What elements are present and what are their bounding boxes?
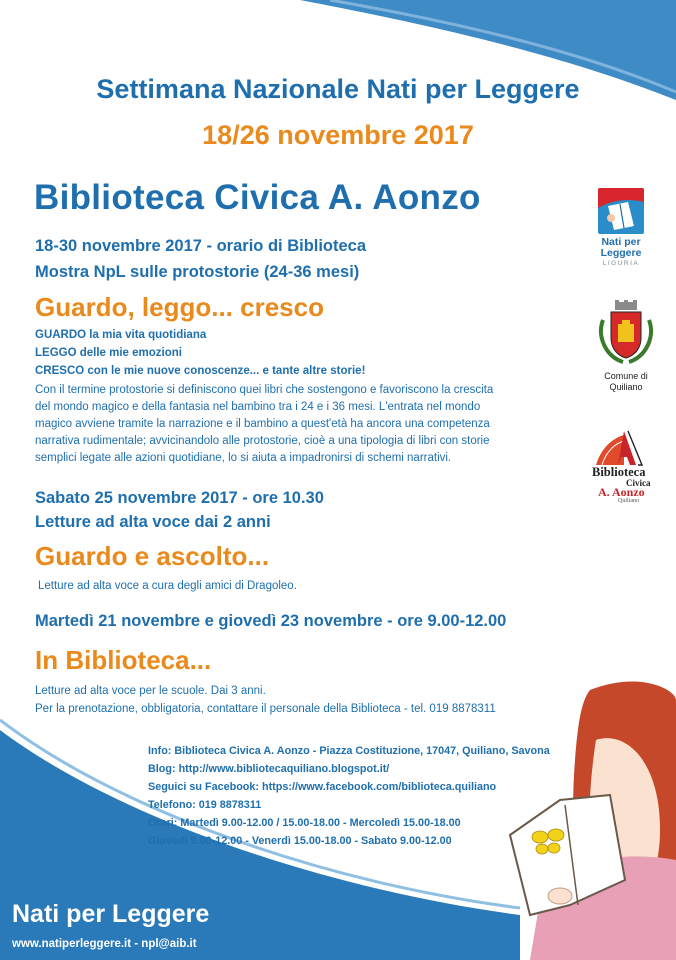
footer-contact: www.natiperleggere.it - npl@aib.it [12,938,197,950]
event2-date: Sabato 25 novembre 2017 - ore 10.30 [35,489,324,507]
dates-end: 26 novembre 2017 [239,120,474,150]
npl-logo-line1: Nati per [601,236,641,248]
event1-bold-line-3: CRESCO con le mie nuove conoscenze... e tante altre storie! [35,365,366,377]
event1-bold-line-1: GUARDO la mia vita quotidiana [35,329,207,341]
library-title: Biblioteca Civica A. Aonzo [34,178,481,217]
event2-description: Letture ad alta voce a cura degli amici di Dragoleo. [38,580,297,592]
bib-logo-line2: Civica [626,478,651,488]
crest-icon [593,300,659,366]
event1-title: Guardo, leggo... cresco [35,292,324,322]
event3-description-1: Letture ad alta voce per le scuole. Dai 3 anni. [35,685,266,697]
event1-paragraph-line-3: magico avviene tramite la narrazione e il bambino a quest'età ha ancora una competenza [35,418,490,430]
bib-logo-line4: Quiliano [618,498,639,504]
open-book-icon [588,425,660,467]
bib-logo-line1: Biblioteca [592,465,646,479]
info-blog: Blog: http://www.bibliotecaquiliano.blogspot.it/ [148,763,390,775]
info-hours-1: Orari: Martedì 9.00-12.00 / 15.00-18.00 - Mercoledì 15.00-18.00 [148,817,461,829]
reading-child-illustration [510,681,676,960]
dates-start: 18/ [202,120,240,150]
info-hours-2: Giovedì 9.00-12.00 - Venerdì 15.00-18.00 - Sabato 9.00-12.00 [148,835,452,847]
event2-subtitle: Letture ad alta voce dai 2 anni [35,513,271,531]
comune-caption [593,371,659,393]
event1-paragraph-line-4: narrativa rudimentale; avvicinandolo alle protostorie, cioè a una tipologia di libri con storie [35,435,490,447]
event1-paragraph-line-2: del mondo magico e della fantasia nel bambino tra i 24 e i 36 mesi. L'entrata nel mondo [35,401,481,413]
event1-subtitle: Mostra NpL sulle protostorie (24-36 mesi) [35,263,360,281]
npl-logo-region: LIGURIA [602,260,640,267]
npl-logo-mark [598,188,644,234]
footer-title: Nati per Leggere [12,900,210,928]
info-facebook: Seguici su Facebook: https://www.facebook.com/biblioteca.quiliano [148,781,497,793]
event3-description-2: Per la prenotazione, obbligatoria, contattare il personale della Biblioteca - tel. 019 8878311 [35,703,496,715]
event-dates [0,120,676,151]
npl-logo-line2: Leggere [600,247,642,259]
comune-di-quiliano-crest [593,300,659,400]
comune-caption-line1: Comune di [604,371,648,381]
event1-paragraph-line-5: semplici legate alle azioni quotidiane, lo si aiuta a impadronirsi di schemi narrativi. [35,452,452,464]
nati-per-leggere-liguria-logo [591,188,651,274]
event1-bold-line-2: LEGGO delle mie emozioni [35,347,182,359]
event1-paragraph-line-1: Con il termine protostorie si definiscono quei libri che sostengono e favoriscono la crescita [35,384,494,396]
info-phone: Telefono: 019 8878311 [148,799,262,811]
bib-logo-line3: A. Aonzo [598,485,645,499]
event1-date: 18-30 novembre 2017 - orario di Biblioteca [35,237,367,255]
event2-title: Guardo e ascolto... [35,541,270,571]
comune-caption-line2: Quiliano [609,382,643,392]
npl-logo-text [591,237,651,259]
week-title: Settimana Nazionale Nati per Leggere [96,74,580,104]
event3-date: Martedì 21 novembre e giovedì 23 novembre - ore 9.00-12.00 [35,612,507,630]
info-address: Info: Biblioteca Civica A. Aonzo - Piazza Costituzione, 17047, Quiliano, Savona [148,745,550,757]
biblioteca-civica-aonzo-logo [588,425,660,505]
event3-title: In Biblioteca... [35,645,212,675]
